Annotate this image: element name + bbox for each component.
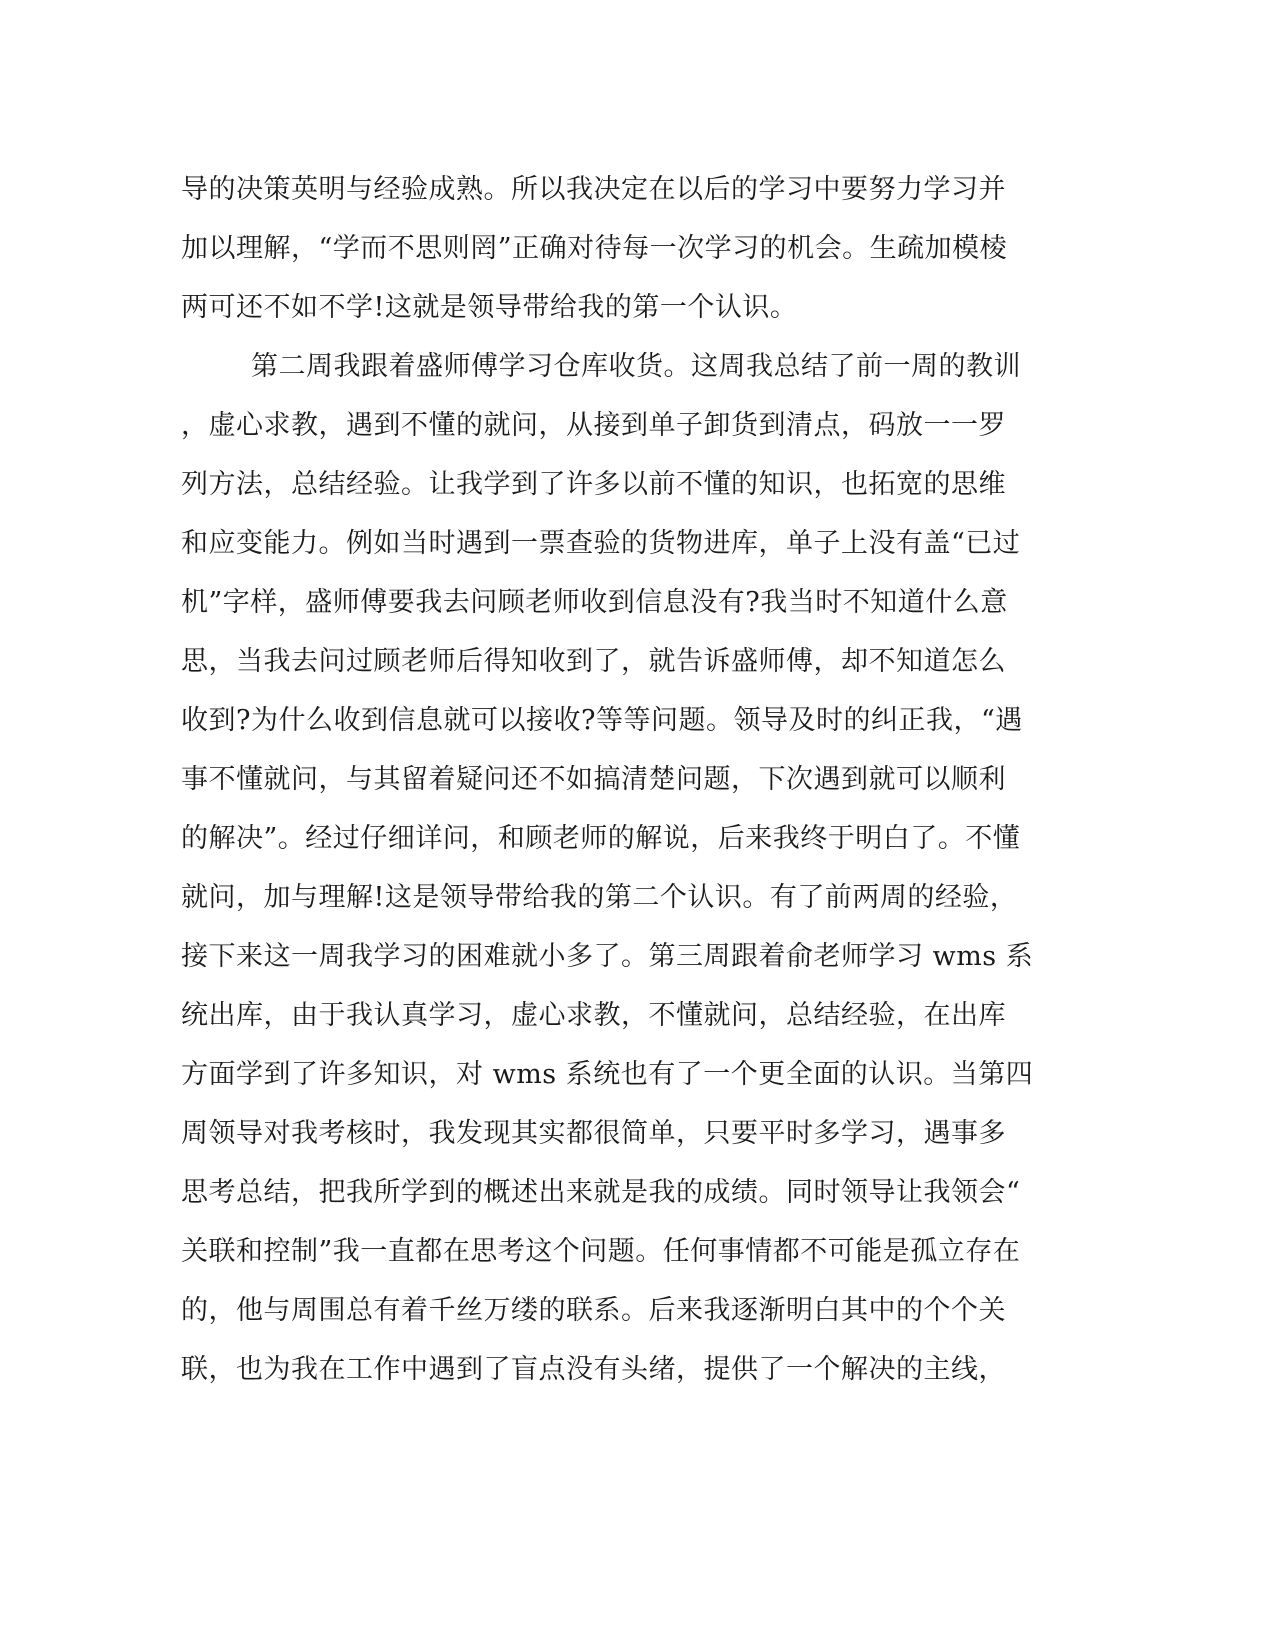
text-line: 思，当我去问过顾老师后得知收到了，就告诉盛师傅，却不知道怎么 xyxy=(181,646,1006,677)
text-line: 和应变能力。例如当时遇到一票查验的货物进库，单子上没有盖“已过 xyxy=(181,528,1021,559)
text-line: 联，也为我在工作中遇到了盲点没有头绪，提供了一个解决的主线， xyxy=(181,1354,1006,1385)
text-line: ，虚心求教，遇到不懂的就问，从接到单子卸货到清点，码放一一罗 xyxy=(181,410,1006,441)
text-line: 的，他与周围总有着千丝万缕的联系。后来我逐渐明白其中的个个关 xyxy=(181,1295,1006,1326)
text-line: 周领导对我考核时，我发现其实都很简单，只要平时多学习，遇事多 xyxy=(181,1118,1006,1149)
text-line: 列方法，总结经验。让我学到了许多以前不懂的知识，也拓宽的思维 xyxy=(181,469,1006,500)
text-line: 统出库，由于我认真学习，虚心求教，不懂就问，总结经验，在出库 xyxy=(181,1000,1006,1031)
text-line: 思考总结，把我所学到的概述出来就是我的成绩。同时领导让我领会“ xyxy=(181,1177,1021,1208)
text-line: 两可还不如不学!这就是领导带给我的第一个认识。 xyxy=(181,292,798,323)
text-line: 机”字样，盛师傅要我去问顾老师收到信息没有?我当时不知道什么意 xyxy=(181,587,1008,618)
text-line: 收到?为什么收到信息就可以接收?等等问题。领导及时的纠正我，“遇 xyxy=(181,705,1023,736)
paragraph-start-line: 第二周我跟着盛师傅学习仓库收货。这周我总结了前一周的教训 xyxy=(251,351,1021,382)
text-line: 就问，加与理解!这是领导带给我的第二个认识。有了前两周的经验， xyxy=(181,882,1018,913)
text-line: 事不懂就问，与其留着疑问还不如搞清楚问题，下次遇到就可以顺利 xyxy=(181,764,1006,795)
text-line: 方面学到了许多知识，对 wms 系统也有了一个更全面的认识。当第四 xyxy=(181,1059,1034,1090)
text-line: 的解决”。经过仔细详问，和顾老师的解说，后来我终于明白了。不懂 xyxy=(181,823,1021,854)
text-line: 加以理解，“学而不思则罔”正确对待每一次学习的机会。生疏加模棱 xyxy=(181,233,1008,264)
body-text xyxy=(181,160,1041,1399)
text-line: 接下来这一周我学习的困难就小多了。第三周跟着俞老师学习 wms 系 xyxy=(181,941,1034,972)
text-line: 导的决策英明与经验成熟。所以我决定在以后的学习中要努力学习并 xyxy=(181,174,1006,205)
text-line: 关联和控制”我一直都在思考这个问题。任何事情都不可能是孤立存在 xyxy=(181,1236,1021,1267)
